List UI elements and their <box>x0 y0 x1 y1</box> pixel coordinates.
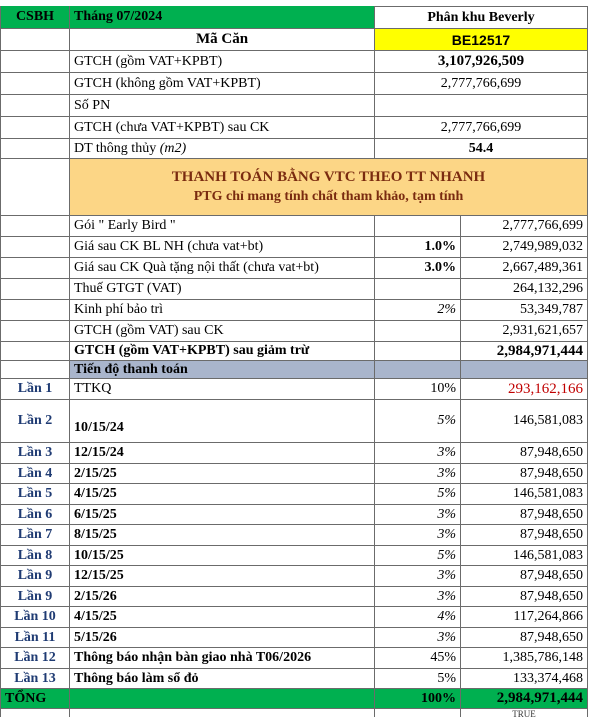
pricing-value[interactable]: 2,777,766,699 <box>461 216 588 237</box>
installment-desc[interactable]: 10/15/24 <box>70 400 375 443</box>
info-row <box>0 95 595 117</box>
installment-label[interactable]: Lần 2 <box>0 400 70 443</box>
installment-pct[interactable]: 5% <box>375 669 461 689</box>
installment-pct[interactable]: 3% <box>375 628 461 648</box>
info-label[interactable]: GTCH (gồm VAT+KPBT) <box>70 51 375 73</box>
pricing-pct[interactable] <box>375 279 461 300</box>
footer-row <box>0 709 595 717</box>
empty-cell <box>0 95 70 117</box>
installment-desc[interactable]: 2/15/26 <box>70 587 375 607</box>
installment-value[interactable]: 146,581,083 <box>461 400 588 443</box>
installment-value[interactable]: 117,264,866 <box>461 607 588 628</box>
pricing-label[interactable]: Giá sau CK BL NH (chưa vat+bt) <box>70 237 375 258</box>
empty-cell <box>0 342 70 361</box>
pricing-label[interactable]: Giá sau CK Quà tặng nội thất (chưa vat+bt) <box>70 258 375 279</box>
empty-cell <box>0 139 70 159</box>
schedule-row <box>0 669 595 689</box>
pricing-pct[interactable]: 1.0% <box>375 237 461 258</box>
empty-cell <box>461 361 588 379</box>
schedule-row <box>0 484 595 505</box>
installment-desc[interactable]: 4/15/25 <box>70 607 375 628</box>
installment-value[interactable]: 87,948,650 <box>461 525 588 546</box>
installment-label[interactable]: Lần 3 <box>0 443 70 464</box>
installment-desc[interactable]: 2/15/25 <box>70 464 375 484</box>
header-row <box>0 6 595 29</box>
info-value[interactable]: 2,777,766,699 <box>375 73 588 95</box>
installment-label[interactable]: Lần 8 <box>0 546 70 566</box>
schedule-row <box>0 443 595 464</box>
empty-cell <box>375 709 461 717</box>
installment-pct[interactable]: 3% <box>375 587 461 607</box>
installment-value[interactable]: 133,374,468 <box>461 669 588 689</box>
info-row <box>0 117 595 139</box>
schedule-header-row <box>0 361 595 379</box>
pricing-pct[interactable] <box>375 321 461 342</box>
info-label[interactable]: GTCH (chưa VAT+KPBT) sau CK <box>70 117 375 139</box>
pricing-row <box>0 300 595 321</box>
installment-pct[interactable]: 3% <box>375 464 461 484</box>
banner-row <box>0 159 595 216</box>
installment-value[interactable]: 87,948,650 <box>461 628 588 648</box>
installment-value[interactable]: 146,581,083 <box>461 546 588 566</box>
pricing-pct[interactable]: 2% <box>375 300 461 321</box>
info-value-area[interactable]: 54.4 <box>375 139 588 159</box>
installment-label[interactable]: Lần 13 <box>0 669 70 689</box>
empty-cell <box>70 709 375 717</box>
installment-value[interactable]: 87,948,650 <box>461 443 588 464</box>
installment-label[interactable]: Lần 9 <box>0 566 70 587</box>
info-row <box>0 73 595 95</box>
installment-label[interactable]: Lần 10 <box>0 607 70 628</box>
schedule-row <box>0 505 595 525</box>
pricing-value[interactable]: 53,349,787 <box>461 300 588 321</box>
pricing-pct[interactable] <box>375 216 461 237</box>
pricing-row <box>0 342 595 361</box>
schedule-row <box>0 464 595 484</box>
info-row <box>0 51 595 73</box>
installment-value[interactable]: 87,948,650 <box>461 587 588 607</box>
installment-label[interactable]: Lần 4 <box>0 464 70 484</box>
schedule-row <box>0 546 595 566</box>
installment-desc[interactable]: 8/15/25 <box>70 525 375 546</box>
installment-label[interactable]: Lần 7 <box>0 525 70 546</box>
installment-value[interactable]: 146,581,083 <box>461 484 588 505</box>
installment-desc[interactable]: TTKQ <box>70 379 375 400</box>
pricing-label[interactable]: Thuế GTGT (VAT) <box>70 279 375 300</box>
empty-cell <box>0 159 70 216</box>
installment-pct[interactable]: 5% <box>375 546 461 566</box>
installment-value[interactable]: 87,948,650 <box>461 566 588 587</box>
installment-label[interactable]: Lần 6 <box>0 505 70 525</box>
ma-can-label[interactable]: Mã Căn <box>70 29 375 51</box>
ma-can-row <box>0 29 595 51</box>
pricing-pct[interactable] <box>375 342 461 361</box>
empty-cell <box>375 361 461 379</box>
info-label[interactable]: GTCH (không gồm VAT+KPBT) <box>70 73 375 95</box>
installment-desc[interactable]: 12/15/24 <box>70 443 375 464</box>
pricing-row <box>0 321 595 342</box>
installment-pct[interactable]: 3% <box>375 566 461 587</box>
installment-pct[interactable]: 3% <box>375 525 461 546</box>
pricing-label[interactable]: Gói " Early Bird " <box>70 216 375 237</box>
total-label[interactable]: TỔNG <box>0 689 70 709</box>
total-value[interactable]: 2,984,971,444 <box>461 689 588 709</box>
installment-value[interactable]: 1,385,786,148 <box>461 648 588 669</box>
installment-label[interactable]: Lần 9 <box>0 587 70 607</box>
pricing-label[interactable]: Kinh phí bảo trì <box>70 300 375 321</box>
pricing-row <box>0 237 595 258</box>
empty-cell <box>0 216 70 237</box>
schedule-row <box>0 628 595 648</box>
total-row <box>0 689 595 709</box>
installment-label[interactable]: Lần 11 <box>0 628 70 648</box>
installment-label[interactable]: Lần 1 <box>0 379 70 400</box>
banner-title: THANH TOÁN BẰNG VTC THEO TT NHANH <box>171 169 486 185</box>
installment-desc[interactable]: 12/15/25 <box>70 566 375 587</box>
schedule-row <box>0 566 595 587</box>
pricing-value[interactable]: 2,749,989,032 <box>461 237 588 258</box>
schedule-row <box>0 525 595 546</box>
header-zone[interactable]: Phân khu Beverly <box>375 6 588 29</box>
installment-desc[interactable]: 6/15/25 <box>70 505 375 525</box>
footer-fragment[interactable]: TRUE <box>461 709 588 717</box>
empty-cell <box>0 73 70 95</box>
area-unit: (m2) <box>159 140 187 156</box>
installment-pct[interactable]: 10% <box>375 379 461 400</box>
empty-cell <box>0 51 70 73</box>
info-row <box>0 139 595 159</box>
banner <box>70 159 588 216</box>
installment-label[interactable]: Lần 5 <box>0 484 70 505</box>
area-label: DT thông thủy <box>74 140 157 156</box>
empty-cell <box>70 689 375 709</box>
empty-cell <box>0 321 70 342</box>
info-value[interactable] <box>375 95 588 117</box>
pricing-label[interactable]: GTCH (gồm VAT) sau CK <box>70 321 375 342</box>
installment-value[interactable]: 87,948,650 <box>461 464 588 484</box>
info-label[interactable]: Số PN <box>70 95 375 117</box>
pricing-label[interactable]: GTCH (gồm VAT+KPBT) sau giảm trừ <box>70 342 375 361</box>
installment-desc[interactable]: Thông báo làm sổ đỏ <box>70 669 375 689</box>
installment-label[interactable]: Lần 12 <box>0 648 70 669</box>
schedule-row <box>0 587 595 607</box>
pricing-pct[interactable]: 3.0% <box>375 258 461 279</box>
installment-pct[interactable]: 45% <box>375 648 461 669</box>
info-label-area[interactable] <box>70 139 375 159</box>
ma-can-value[interactable]: BE12517 <box>375 29 588 51</box>
installment-pct[interactable]: 3% <box>375 443 461 464</box>
banner-subtitle: PTG chỉ mang tính chất tham khảo, tạm tính <box>193 189 464 204</box>
installment-desc[interactable]: 4/15/25 <box>70 484 375 505</box>
header-csbh[interactable]: CSBH <box>0 6 70 29</box>
empty-cell <box>0 117 70 139</box>
empty-cell <box>0 29 70 51</box>
installment-desc[interactable]: 5/15/26 <box>70 628 375 648</box>
info-value[interactable]: 2,777,766,699 <box>375 117 588 139</box>
schedule-header[interactable]: Tiến độ thanh toán <box>70 361 375 379</box>
empty-cell <box>0 709 70 717</box>
pricing-value[interactable]: 2,667,489,361 <box>461 258 588 279</box>
pricing-row <box>0 279 595 300</box>
installment-desc[interactable]: 10/15/25 <box>70 546 375 566</box>
schedule-row <box>0 400 595 443</box>
installment-pct[interactable]: 5% <box>375 484 461 505</box>
pricing-value[interactable]: 264,132,296 <box>461 279 588 300</box>
installment-value[interactable]: 87,948,650 <box>461 505 588 525</box>
total-pct[interactable]: 100% <box>375 689 461 709</box>
header-month[interactable]: Tháng 07/2024 <box>70 6 375 29</box>
schedule-row <box>0 379 595 400</box>
pricing-row <box>0 258 595 279</box>
installment-desc[interactable]: Thông báo nhận bàn giao nhà T06/2026 <box>70 648 375 669</box>
installment-value[interactable]: 293,162,166 <box>461 379 588 400</box>
installment-pct[interactable]: 3% <box>375 505 461 525</box>
pricing-row <box>0 216 595 237</box>
pricing-value[interactable]: 2,931,621,657 <box>461 321 588 342</box>
schedule-row <box>0 648 595 669</box>
installment-pct[interactable]: 4% <box>375 607 461 628</box>
empty-cell <box>0 361 70 379</box>
schedule-row <box>0 607 595 628</box>
info-value[interactable]: 3,107,926,509 <box>375 51 588 73</box>
pricing-value[interactable]: 2,984,971,444 <box>461 342 588 361</box>
empty-cell <box>0 258 70 279</box>
empty-cell <box>0 279 70 300</box>
empty-cell <box>0 237 70 258</box>
empty-cell <box>0 300 70 321</box>
installment-pct[interactable]: 5% <box>375 400 461 443</box>
